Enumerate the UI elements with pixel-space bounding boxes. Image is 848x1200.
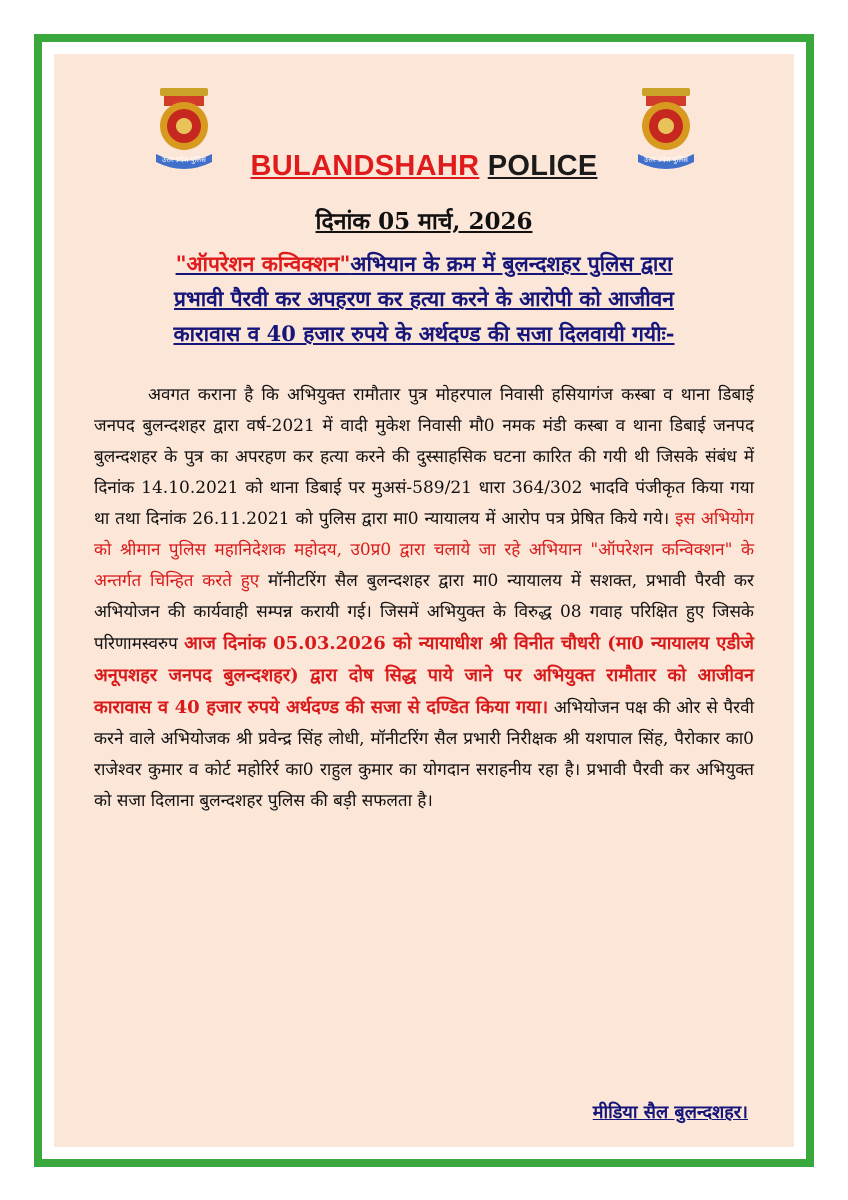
emblem-text: उत्तर प्रदेश पुलिस [644,156,688,164]
page-border [34,34,814,1167]
headline-line1: अभियान के क्रम में बुलन्दशहर पुलिस द्वारा [350,251,673,276]
emblem-text: उत्तर प्रदेश पुलिस [162,156,206,164]
body-verdict: आज दिनांक 05.03.2026 को न्यायाधीश श्री विनीत चौधरी (मा0 न्यायालय एडीजे अनूपशहर जनपद बुलन्दशहर) द्वारा दोष सिद्ध पाये जाने पर अभियुक्त रामौतार को आजीवन कारावास व 40 हजार रुपये अर्थदण्ड की सजा से दण्डित किया गया। [94,633,754,718]
border-inner [42,42,806,1159]
headline-line3: कारावास व 40 हजार रुपये के अर्थदण्ड की सजा दिलवायी गयीः- [173,321,675,346]
body-part2-highlight: इस अभियोग को श्रीमान पुलिस महानिदेशक महोदय, उ0प्र0 द्वारा चलाये जा रहे अभियान "ऑपरेशन कन्विक्शन" के अन्तर्गत चिन्हित करते हुए [94,509,755,591]
headline [92,246,756,351]
media-cell-signoff: मीडिया सैल बुलन्दशहर। [592,1102,748,1123]
body-text [94,380,754,817]
body-part3: मॉनीटरिंग सैल बुलन्दशहर द्वारा मा0 न्यायालय में सशक्त, प्रभावी पैरवी कर अभियोजन की कार्यवाही सम्पन्न करायी गई। जिसमें अभियुक्त के विरुद्ध 08 गवाह परिक्षित हुए जिसके परिणामस्वरुप [94,571,754,654]
release-date: दिनांक 05 मार्च, 2026 [315,208,533,235]
headline-campaign: "ऑपरेशन कन्विक्शन" [175,251,351,276]
title-bulandshahr: BULANDSHAHR [250,150,480,182]
page-title [54,150,794,183]
body-part1: अवगत कराना है कि अभियुक्त रामौतार पुत्र मोहरपाल निवासी हसियागंज कस्बा व थाना डिबाई जनपद बुलन्दशहर द्वारा वर्ष-2021 में वादी मुकेश निवासी मौ0 नमक मंडी कस्बा व थाना डिबाई जनपद बुलन्दशहर के पुत्र का अपरहण कर हत्या करने की दुस्साहसिक घटना कारित की गयी थी जिसके संबंध में दिनांक 14.10.2021 को थाना डिबाई पर मुअसं-589/21 धारा 364/302 भादवि पंजीकृत किया गया था तथा दिनांक 26.11.2021 को पुलिस द्वारा मा0 न्यायालय में आरोप पत्र प्रेषित किये गये। [94,385,754,529]
body-part5: अभियोजन पक्ष की ओर से पैरवी करने वाले अभियोजक श्री प्रवेन्द्र सिंह लोधी, मॉनीटरिंग सैल प्रभारी निरीक्षक श्री यशपाल सिंह, पैरोकार का0 राजेश्वर कुमार व कोर्ट महोरिर्र का0 राहुल कुमार का योगदान सराहनीय रहा है। प्रभावी पैरवी कर अभियुक्त को सजा दिलाना बुलन्दशहर पुलिस की बड़ी सफलता है। [94,698,754,811]
press-release [54,54,794,1147]
headline-line2: प्रभावी पैरवी कर अपहरण कर हत्या करने के आरोपी को आजीवन [174,286,674,311]
title-police: POLICE [487,150,598,182]
